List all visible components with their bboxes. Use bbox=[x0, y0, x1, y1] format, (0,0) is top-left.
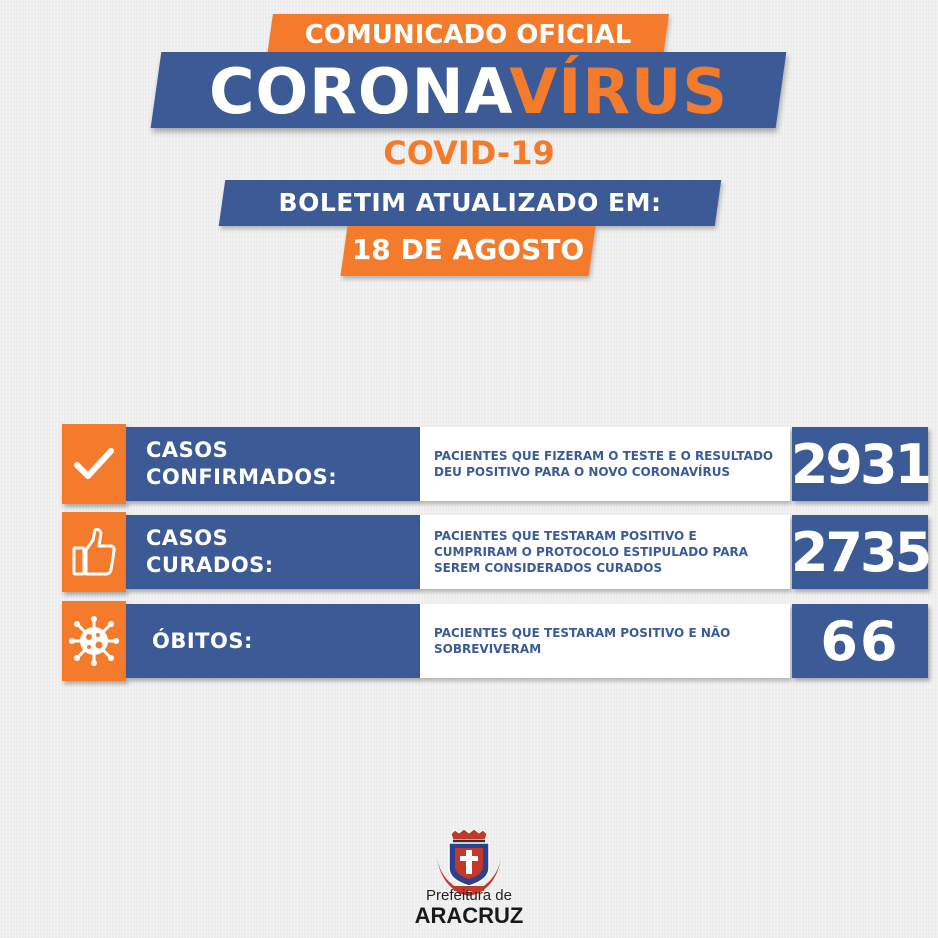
stat-row-confirmados bbox=[62, 424, 930, 504]
logo-text-prefeitura: Prefeitura de bbox=[426, 887, 512, 904]
title-white-part: CORONA bbox=[208, 55, 510, 128]
logo-text-aracruz: ARACRUZ bbox=[414, 903, 524, 928]
stat-description: PACIENTES QUE TESTARAM POSITIVO E NÃO SOBREVIVERAM bbox=[420, 604, 790, 678]
stat-row-obitos bbox=[62, 601, 900, 681]
thumbs-up-icon bbox=[62, 512, 126, 592]
stat-description: PACIENTES QUE TESTARAM POSITIVO E CUMPRIRAM O PROTOCOLO ESTIPULADO PARA SEREM CONSIDERADOS CURADOS bbox=[420, 515, 790, 589]
stat-label-line1: CASOS bbox=[146, 438, 229, 462]
stat-value: 2931 bbox=[792, 427, 928, 501]
boletim-text: BOLETIM ATUALIZADO EM: bbox=[278, 188, 662, 217]
stat-label-line2: CONFIRMADOS: bbox=[146, 465, 338, 489]
stat-row-curados bbox=[62, 512, 930, 592]
stat-value: 66 bbox=[792, 604, 928, 678]
stat-label bbox=[126, 427, 420, 501]
virus-icon bbox=[62, 601, 126, 681]
stat-label-line1: CASOS bbox=[146, 526, 229, 550]
stat-description: PACIENTES QUE FIZERAM O TESTE E O RESULTADO DEU POSITIVO PARA O NOVO CORONAVÍRUS bbox=[420, 427, 790, 501]
stat-label bbox=[126, 515, 420, 589]
stat-value: 2735 bbox=[792, 515, 928, 589]
subtitle: COVID-19 bbox=[383, 134, 555, 172]
stat-label-line1: ÓBITOS: bbox=[152, 628, 253, 653]
title-orange-part: VÍRUS bbox=[509, 55, 729, 128]
page-title bbox=[156, 52, 781, 132]
date-text: 18 DE AGOSTO bbox=[351, 233, 585, 266]
check-icon bbox=[62, 424, 126, 504]
comunicado-text: COMUNICADO OFICIAL bbox=[304, 20, 632, 50]
stat-label-line2: CURADOS: bbox=[146, 553, 274, 577]
stat-label bbox=[126, 604, 420, 678]
